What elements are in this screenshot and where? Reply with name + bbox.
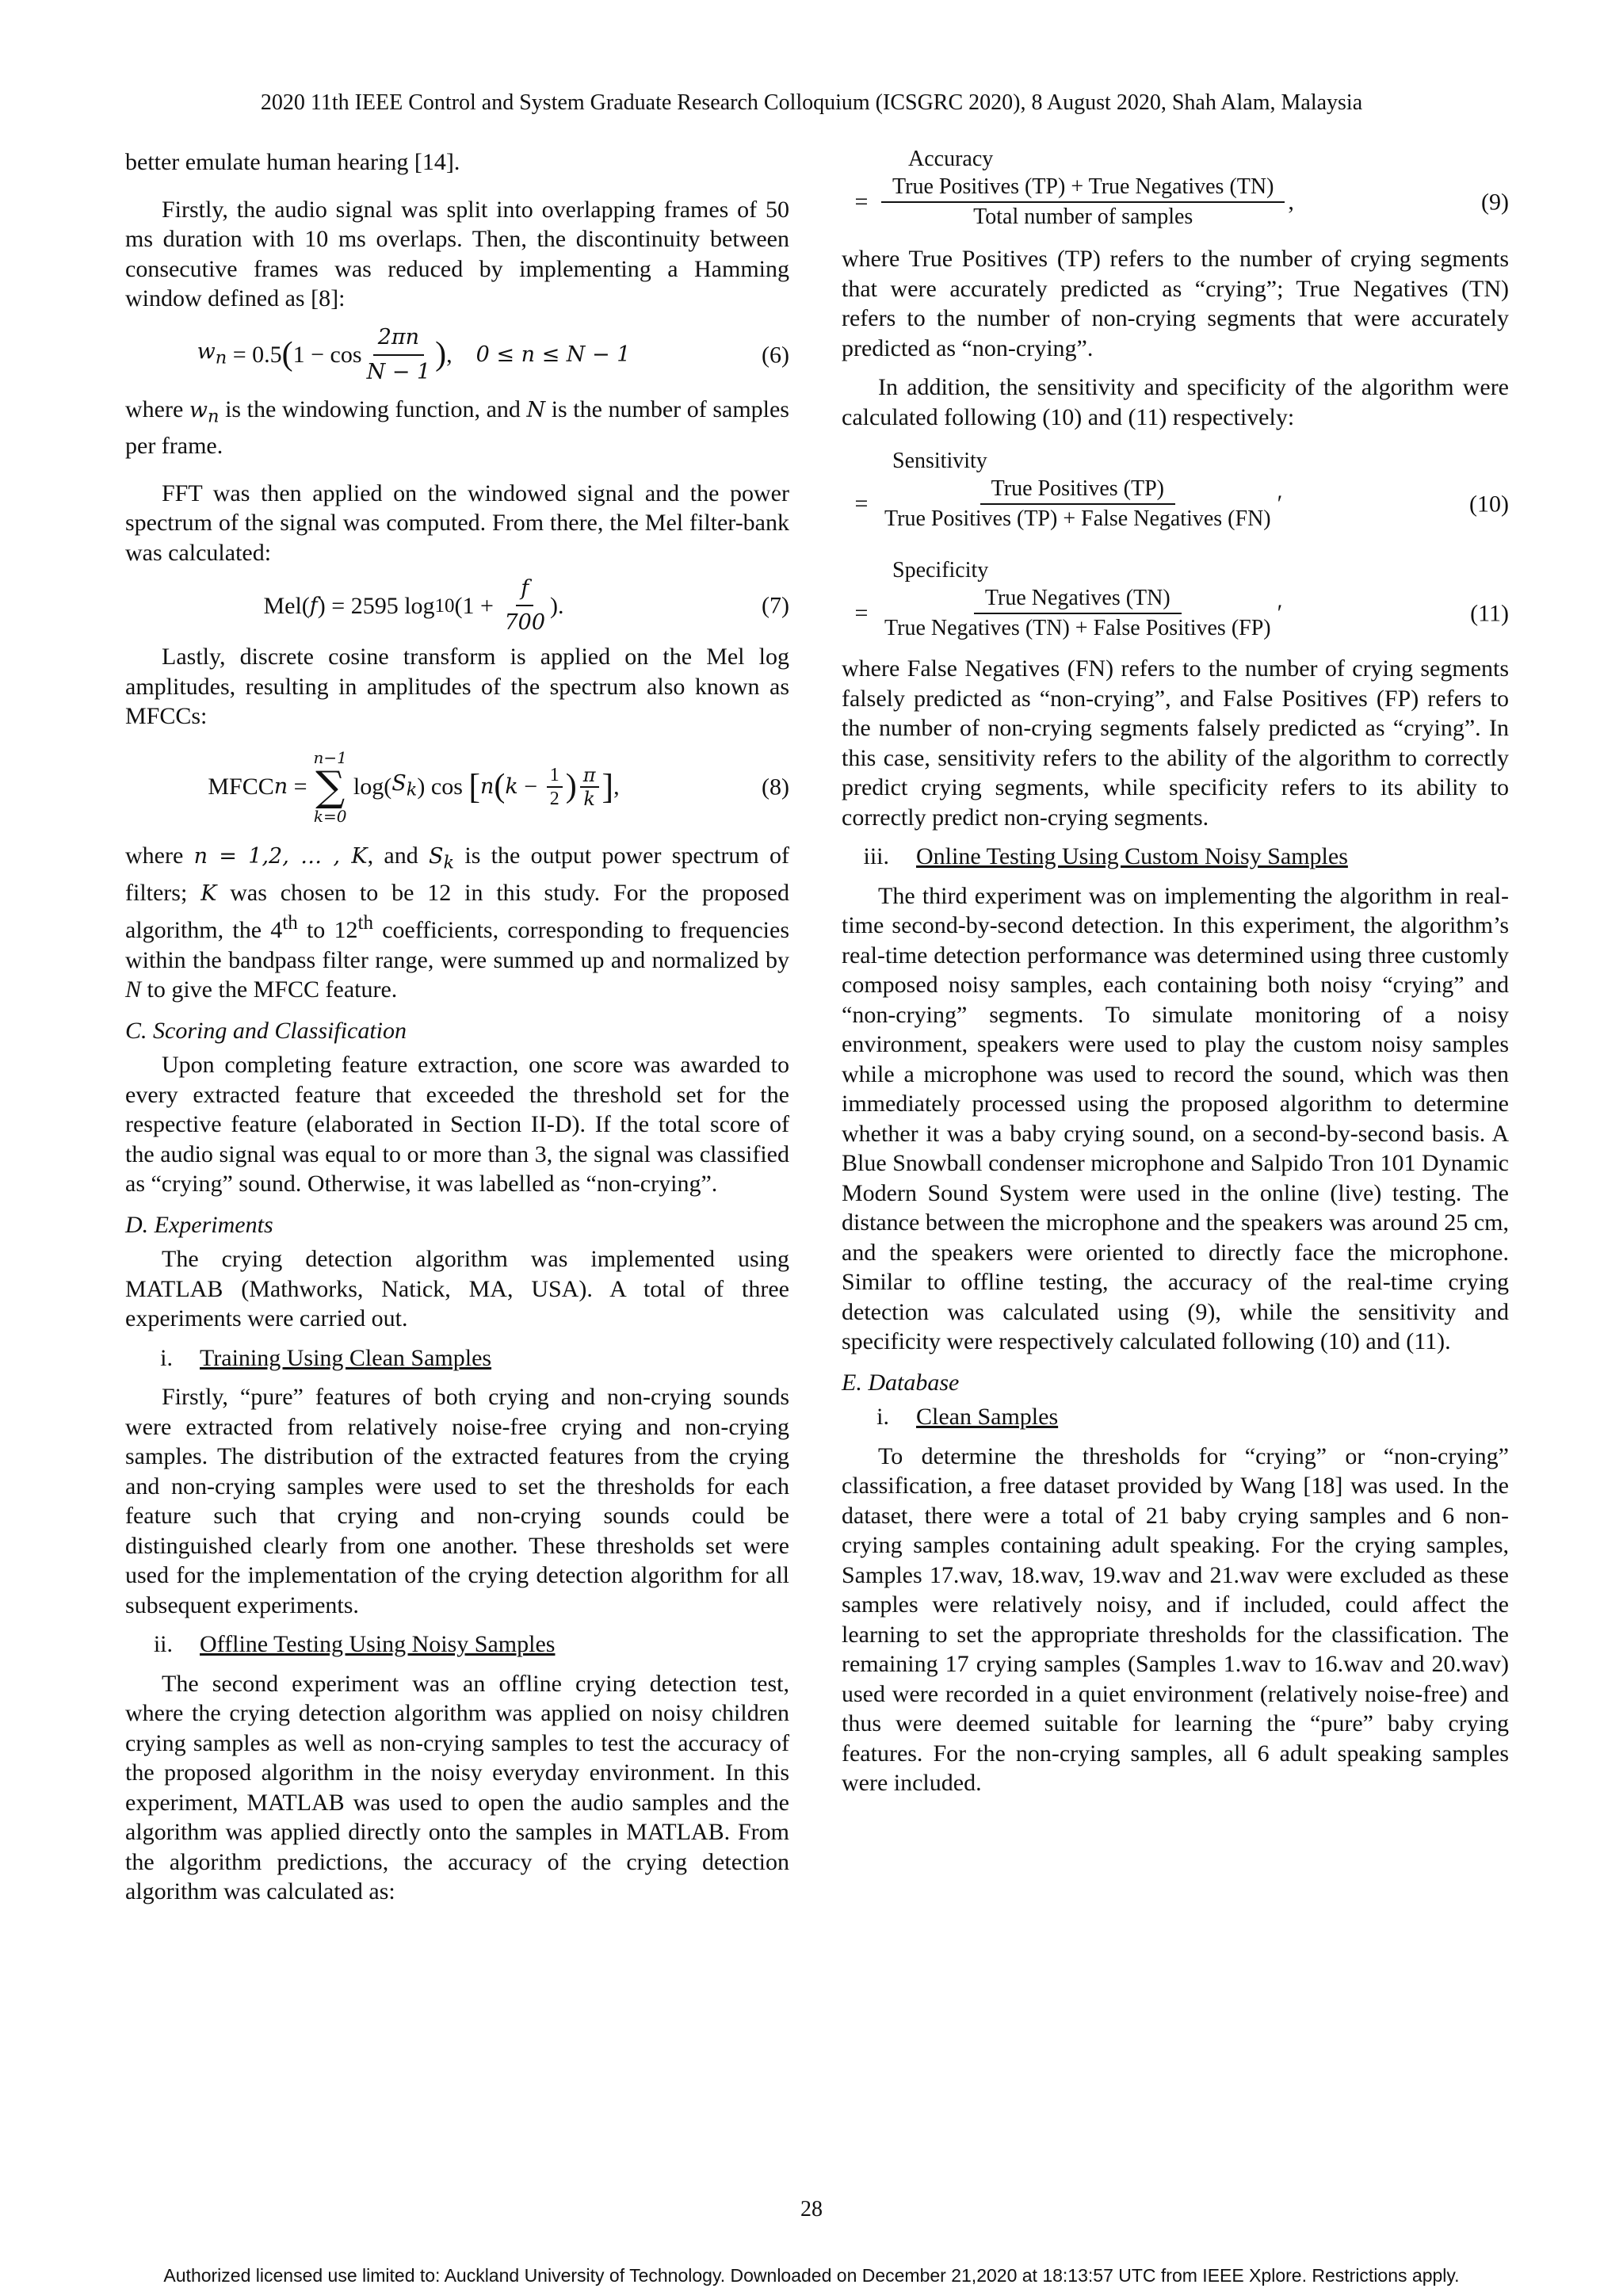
subsection-heading: i. Training Using Clean Samples	[160, 1344, 492, 1371]
equation-9: Accuracy = True Positives (TP) + True Negatives (TN) Total number of samples , (9)	[842, 146, 1509, 231]
equation-11: Specificity = True Negatives (TN) True Negatives (TN) + False Positives (FP) ′ (11)	[842, 557, 1509, 643]
equation-number: (10)	[1469, 491, 1509, 518]
paragraph: Firstly, the audio signal was split into overlapping frames of 50 ms duration with 10 ms overlaps. Then, the discontinuity between consecutive frames was reduced by implementing a Hamming window defined as [8]:	[125, 196, 789, 311]
paragraph: The third experiment was on implementing the algorithm in real-time second-by-second detection. In this experiment, the algorithm’s real-time detection performance was determined using three customly composed noisy samples, each containing both noisy “crying” and “non-crying” segments. To simulate monitoring of a noisy environment, speakers were used to play the custom noisy samples while a microphone was used to record the sound, which was then immediately processed using the proposed algorithm to determine whether it was a baby crying sound, on a second-by-second basis. A Blue Snowball condenser microphone and Salpido Tron 101 Dynamic Modern Sound System were used in the online (live) testing. The distance between the microphone and the speakers was around 25 cm, and the speakers were oriented to directly face the microphone. Similar to offline testing, the accuracy of the real-time crying detection was calculated using (9), while the sensitivity and specificity were respectively calculated following (10) and (11).	[842, 882, 1509, 1354]
equation-number: (7)	[762, 592, 789, 619]
equation-7: Mel( f ) = 2595 log 10 (1 + $\frac{f}{700}$ ). (7)	[125, 577, 789, 634]
paragraph: Firstly, “pure” features of both crying and non-crying sounds were extracted from relatively noise-free crying and non-crying samples. The distribution of the extracted features from the crying and non-crying samples were used to set the thresholds for each feature such that crying and non-crying sounds could be distinguished clearly from one another. These thresholds set were used for the implementation of the crying detection algorithm for all subsequent experiments.	[125, 1384, 789, 1618]
paragraph: The crying detection algorithm was implemented using MATLAB (Mathworks, Natick, MA, USA). A total of three experiments were carried out.	[125, 1246, 789, 1332]
paragraph: In addition, the sensitivity and specificity of the algorithm were calculated following (10) and (11) respectively:	[842, 374, 1509, 430]
paragraph: where n = 1,2, … , K, and $S_k$ is the output power spectrum of filters; K was chosen to be 12 in this study. For the proposed algorithm, the 4th to 12th coefficients, corresponding to frequencies within the bandpass filter range, were summed up and normalized by N to give the MFCC feature.	[125, 842, 790, 1003]
left-column	[125, 147, 789, 1916]
equation-number: (8)	[762, 774, 789, 800]
section-heading: C. Scoring and Classification	[125, 1017, 407, 1044]
section-heading: E. Database	[842, 1369, 960, 1396]
equation-number: (9)	[1481, 189, 1509, 216]
equation-8: MFCC n = n−1 ∑ k=0 log( $S_k$ ) cos [ n ( k − 1 2 ) π k ] , (8)	[208, 747, 789, 826]
paragraph: where True Positives (TP) refers to the number of crying segments that were accurately predicted as “crying”; True Negatives (TN) refers to the number of non-crying segments that were accurately predicted as “non-crying”.	[842, 246, 1509, 361]
right-column	[842, 147, 1509, 1808]
paragraph: where $w_n$ is the windowing function, and N is the number of samples per frame.	[125, 395, 789, 460]
equation-label: Sensitivity	[892, 449, 987, 473]
page-number: 28	[800, 2197, 823, 2222]
equation-label: Accuracy	[908, 147, 994, 171]
subsection-heading: ii. Offline Testing Using Noisy Samples	[153, 1631, 556, 1658]
license-footer: Authorized licensed use limited to: Auckland University of Technology. Downloaded on December 21,2020 at 18:13:57 UTC from IEEE Xplore. Restrictions apply.	[163, 2265, 1460, 2286]
equation-6: $w_n$ = 0.5 ( 1 − cos $\frac{2\pi n}{N - 1}$ ) , 0 ≤ n ≤ N − 1 (6)	[125, 323, 789, 387]
paragraph: Upon completing feature extraction, one score was awarded to every extracted feature that exceeded the threshold set for the respective feature (elaborated in Section II-D). If the total score of the audio signal was equal to or more than 3, the signal was classified as “crying” sound. Otherwise, it was labelled as “non-crying”.	[125, 1052, 789, 1198]
paragraph: The second experiment was an offline crying detection test, where the crying detection algorithm was applied on noisy children crying samples as well as non-crying samples to test the accuracy of the proposed algorithm in the noisy everyday environment. In this experiment, MATLAB was used to open the audio samples and the algorithm was applied directly onto the samples in MATLAB. From the algorithm predictions, the accuracy of the crying detection algorithm was calculated as:	[125, 1670, 789, 1905]
section-heading: D. Experiments	[125, 1211, 273, 1238]
paragraph: Lastly, discrete cosine transform is applied on the Mel log amplitudes, resulting in amplitudes of the spectrum also known as MFCCs:	[125, 644, 789, 730]
conference-header: 2020 11th IEEE Control and System Graduate Research Colloquium (ICSGRC 2020), 8 August 2020, Shah Alam, Malaysia	[260, 90, 1363, 115]
paragraph: better emulate human hearing [14].	[125, 149, 460, 175]
paragraph: where False Negatives (FN) refers to the number of crying segments falsely predicted as “non-crying”, and False Positives (FP) refers to the number of non-crying segments falsely predicted as “crying”. In this case, sensitivity refers to the ability of the algorithm to correctly predict crying segments, while specificity refers to its ability to correctly predict non-crying segments.	[842, 655, 1509, 831]
subsection-heading: i. Clean Samples	[876, 1404, 1059, 1430]
paragraph: To determine the thresholds for “crying” or “non-crying” classification, a free dataset provided by Wang [18] was used. In the dataset, there were a total of 21 baby crying samples and 6 non-crying samples containing adult speaking. For the crying samples, Samples 17.wav, 18.wav, 19.wav and 21.wav were excluded as these samples were relatively noisy, and if included, could affect the learning to set the appropriate thresholds for the classification. The remaining 17 crying samples (Samples 1.wav to 16.wav and 20.wav) used were recorded in a quiet environment (relatively noise-free) and thus were deemed suitable for learning the “pure” baby crying features. For the non-crying samples, all 6 adult speaking samples were included.	[842, 1442, 1509, 1796]
equation-number: (6)	[762, 341, 789, 368]
equation-10: Sensitivity = True Positives (TP) True Positives (TP) + False Negatives (FN) ′ (10)	[842, 448, 1509, 533]
equation-number: (11)	[1470, 600, 1509, 627]
equation-label: Specificity	[892, 558, 989, 583]
paragraph: FFT was then applied on the windowed signal and the power spectrum of the signal was computed. From there, the Mel filter-bank was calculated:	[125, 479, 789, 566]
subsection-heading: iii. Online Testing Using Custom Noisy Samples	[863, 843, 1348, 869]
